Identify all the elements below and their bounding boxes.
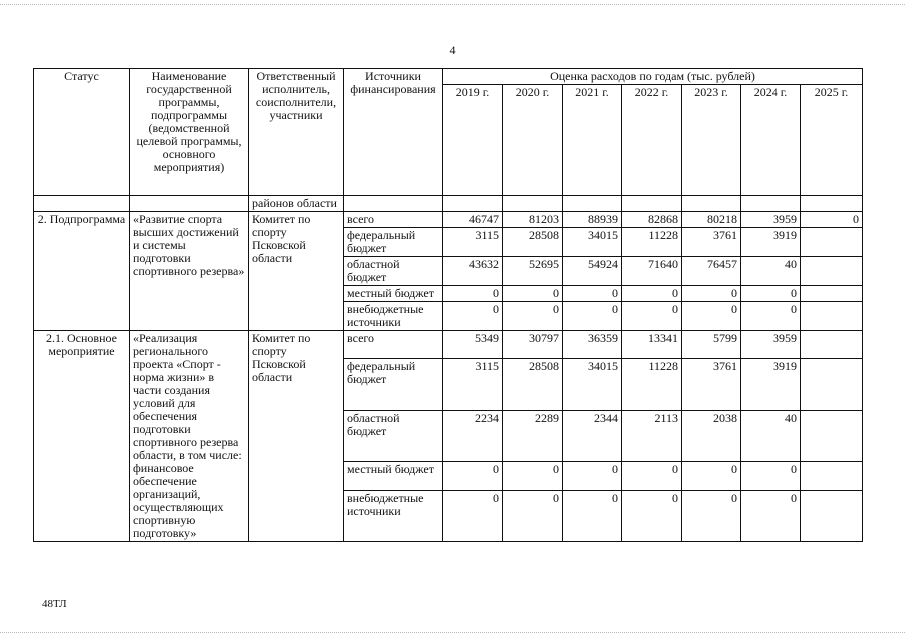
- value-cell: [801, 228, 863, 257]
- value-cell: [801, 286, 863, 302]
- year-header: 2024 г.: [741, 85, 801, 196]
- empty-cell: [130, 196, 249, 212]
- value-cell: [801, 359, 863, 410]
- value-cell: 3761: [682, 228, 741, 257]
- source-cell: внебюджетные источники: [344, 490, 443, 541]
- value-cell: 3919: [741, 359, 801, 410]
- header-estimate: Оценка расходов по годам (тыс. рублей): [443, 69, 863, 85]
- value-cell: 28508: [503, 359, 563, 410]
- value-cell: 2038: [682, 410, 741, 461]
- empty-cell: [344, 196, 443, 212]
- value-cell: 13341: [622, 331, 682, 359]
- value-cell: [801, 302, 863, 331]
- value-cell: 0: [622, 286, 682, 302]
- header-executor: Ответственный исполнитель, соисполнители, участники: [249, 69, 344, 196]
- scan-edge-bottom: [0, 632, 905, 637]
- value-cell: 2113: [622, 410, 682, 461]
- value-cell: [801, 490, 863, 541]
- value-cell: 0: [443, 286, 503, 302]
- source-cell: всего: [344, 331, 443, 359]
- value-cell: 28508: [503, 228, 563, 257]
- value-cell: 3959: [741, 331, 801, 359]
- header-status: Статус: [34, 69, 130, 196]
- value-cell: 0: [443, 462, 503, 490]
- value-cell: 40: [741, 410, 801, 461]
- footer-code: 48ТЛ: [42, 598, 67, 610]
- value-cell: 5349: [443, 331, 503, 359]
- value-cell: 52695: [503, 257, 563, 286]
- continuation-row: [34, 196, 863, 212]
- value-cell: 82868: [622, 212, 682, 228]
- value-cell: 46747: [443, 212, 503, 228]
- status-cell: 2.1. Основное мероприятие: [34, 331, 130, 542]
- value-cell: 34015: [563, 228, 622, 257]
- program-name-cell: «Развитие спорта высших достижений и системы подготовки спортивного резерва»: [130, 212, 249, 331]
- value-cell: 0: [741, 490, 801, 541]
- value-cell: 0: [503, 490, 563, 541]
- value-cell: [801, 257, 863, 286]
- source-cell: внебюджетные источники: [344, 302, 443, 331]
- value-cell: 0: [563, 286, 622, 302]
- executor-cell: Комитет по спорту Псковской области: [249, 331, 344, 542]
- value-cell: 0: [682, 286, 741, 302]
- page-number: 4: [449, 43, 456, 57]
- value-cell: 0: [741, 286, 801, 302]
- executor-cell: Комитет по спорту Псковской области: [249, 212, 344, 331]
- value-cell: 3761: [682, 359, 741, 410]
- year-header: 2021 г.: [563, 85, 622, 196]
- source-cell: федеральный бюджет: [344, 359, 443, 410]
- table-row: [34, 331, 863, 359]
- value-cell: [801, 462, 863, 490]
- source-cell: всего: [344, 212, 443, 228]
- value-cell: 0: [443, 302, 503, 331]
- value-cell: 88939: [563, 212, 622, 228]
- value-cell: 71640: [622, 257, 682, 286]
- value-cell: 34015: [563, 359, 622, 410]
- header-program: Наименование государственной программы, подпрограммы (ведомственной целевой программы, основного мероприятия): [130, 69, 249, 196]
- value-cell: 0: [563, 490, 622, 541]
- value-cell: 11228: [622, 359, 682, 410]
- value-cell: 0: [622, 462, 682, 490]
- value-cell: 30797: [503, 331, 563, 359]
- value-cell: 0: [741, 462, 801, 490]
- value-cell: 40: [741, 257, 801, 286]
- value-cell: 0: [563, 302, 622, 331]
- value-cell: 2289: [503, 410, 563, 461]
- value-cell: 0: [682, 462, 741, 490]
- value-cell: 0: [801, 212, 863, 228]
- source-cell: местный бюджет: [344, 462, 443, 490]
- value-cell: 0: [503, 286, 563, 302]
- value-cell: 0: [503, 462, 563, 490]
- status-cell: 2. Подпрограмма: [34, 212, 130, 331]
- header-row: [34, 69, 863, 85]
- program-name-cell: «Реализация регионального проекта «Спорт - норма жизни» в части создания условий для обеспечения подготовки спортивного резерва области, в том числе: финансовое обеспечение организаций, осуществляющих спортивную подготовку»: [130, 331, 249, 542]
- empty-cell: [34, 196, 130, 212]
- source-cell: местный бюджет: [344, 286, 443, 302]
- scan-edge-top: [0, 0, 905, 5]
- value-cell: 3919: [741, 228, 801, 257]
- value-cell: 54924: [563, 257, 622, 286]
- value-cell: 76457: [682, 257, 741, 286]
- value-cell: 0: [622, 302, 682, 331]
- value-cell: 80218: [682, 212, 741, 228]
- value-cell: 0: [563, 462, 622, 490]
- value-cell: [801, 331, 863, 359]
- continuation-text: районов области: [249, 196, 344, 212]
- value-cell: 0: [443, 490, 503, 541]
- table-row: [34, 212, 863, 228]
- value-cell: 36359: [563, 331, 622, 359]
- header-sources: Источники финансирования: [344, 69, 443, 196]
- year-header: 2019 г.: [443, 85, 503, 196]
- year-header: 2022 г.: [622, 85, 682, 196]
- value-cell: 0: [682, 490, 741, 541]
- value-cell: 0: [503, 302, 563, 331]
- budget-table: [33, 68, 863, 542]
- source-cell: федеральный бюджет: [344, 228, 443, 257]
- value-cell: 0: [682, 302, 741, 331]
- value-cell: 3959: [741, 212, 801, 228]
- year-header: 2020 г.: [503, 85, 563, 196]
- year-header: 2023 г.: [682, 85, 741, 196]
- value-cell: 43632: [443, 257, 503, 286]
- value-cell: 0: [622, 490, 682, 541]
- value-cell: 81203: [503, 212, 563, 228]
- value-cell: 2234: [443, 410, 503, 461]
- value-cell: 0: [741, 302, 801, 331]
- year-header: 2025 г.: [801, 85, 863, 196]
- value-cell: 3115: [443, 359, 503, 410]
- source-cell: областной бюджет: [344, 257, 443, 286]
- source-cell: областной бюджет: [344, 410, 443, 461]
- value-cell: 11228: [622, 228, 682, 257]
- value-cell: 5799: [682, 331, 741, 359]
- value-cell: 2344: [563, 410, 622, 461]
- value-cell: [801, 410, 863, 461]
- value-cell: 3115: [443, 228, 503, 257]
